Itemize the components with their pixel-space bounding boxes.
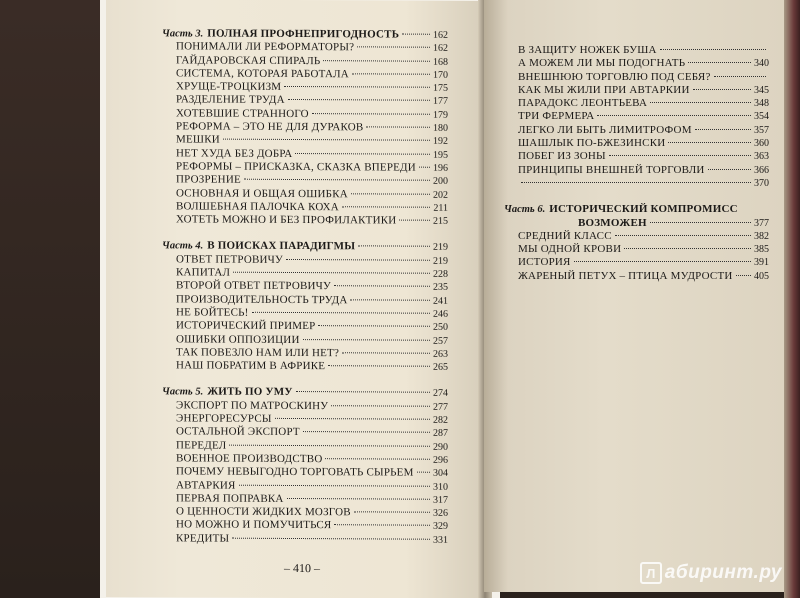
toc-leader-dots bbox=[714, 76, 766, 77]
part-title-cont: ВОЗМОЖЕН bbox=[578, 216, 647, 229]
toc-entry bbox=[504, 97, 769, 110]
toc-entry-title: ПОЧЕМУ НЕВЫГОДНО ТОРГОВАТЬ СЫРЬЕМ bbox=[176, 465, 414, 479]
toc-entry-page: 241 bbox=[433, 295, 448, 307]
toc-entry-page: 282 bbox=[433, 414, 448, 426]
part-title: ИСТОРИЧЕСКИЙ КОМПРОМИСС bbox=[549, 203, 738, 216]
toc-entry bbox=[504, 230, 769, 243]
toc-entry-page: 168 bbox=[433, 56, 448, 68]
toc-leader-dots bbox=[303, 431, 430, 433]
toc-entry-title: В ЗАЩИТУ НОЖЕК БУША bbox=[518, 44, 657, 56]
toc-entry-page: 382 bbox=[754, 230, 769, 242]
toc-leader-dots bbox=[288, 99, 430, 101]
part-heading-cont bbox=[504, 217, 769, 230]
toc-leader-dots bbox=[284, 86, 430, 88]
toc-entry-page: 211 bbox=[433, 202, 448, 214]
toc-leader-dots bbox=[350, 299, 430, 300]
part-title: ЖИТЬ ПО УМУ bbox=[207, 385, 293, 399]
toc-leader-dots bbox=[695, 129, 751, 130]
toc-leader-dots bbox=[357, 47, 430, 48]
toc-leader-dots bbox=[366, 126, 430, 127]
toc-leader-dots bbox=[342, 352, 430, 353]
toc-entry-title: ПАРАДОКС ЛЕОНТЬЕВА bbox=[518, 97, 648, 110]
toc-leader-dots bbox=[312, 113, 430, 115]
toc-entry-page: 391 bbox=[754, 257, 769, 269]
toc-leader-dots bbox=[597, 115, 751, 116]
toc-entry bbox=[504, 243, 769, 256]
toc-entry-page: 175 bbox=[433, 82, 448, 94]
toc-leader-dots bbox=[252, 312, 431, 314]
toc-leader-dots bbox=[229, 444, 430, 446]
toc-entry-page: 200 bbox=[433, 175, 448, 188]
toc-leader-dots bbox=[239, 484, 430, 486]
toc-entry bbox=[504, 256, 769, 269]
part-page: 162 bbox=[433, 29, 448, 41]
toc-entry-title: КАК МЫ ЖИЛИ ПРИ АВТАРКИИ bbox=[518, 83, 690, 96]
toc-entry-title: НО МОЖНО И ПОМУЧИТЬСЯ bbox=[176, 518, 332, 532]
page-number: – 410 – bbox=[284, 560, 320, 576]
toc-leader-dots bbox=[358, 246, 430, 247]
toc-leader-dots bbox=[609, 155, 751, 156]
toc-entry-title: СИСТЕМА, КОТОРАЯ РАБОТАЛА bbox=[176, 67, 349, 81]
toc-entry-title: ЖАРЕНЫЙ ПЕТУХ – ПТИЦА МУДРОСТИ bbox=[518, 269, 733, 282]
toc-leader-dots bbox=[668, 142, 751, 143]
toc-entry-title: НАШ ПОБРАТИМ В АФРИКЕ bbox=[176, 359, 326, 373]
toc-entry bbox=[504, 164, 769, 177]
toc-entry-title: НЕ БОЙТЕСЬ! bbox=[176, 306, 249, 319]
part-page: 377 bbox=[754, 217, 769, 229]
toc-entry-title: ПОНИМАЛИ ЛИ РЕФОРМАТОРЫ? bbox=[176, 40, 355, 54]
toc-leader-dots bbox=[650, 222, 751, 223]
part-label: Часть 6. bbox=[504, 204, 546, 216]
toc-entry-page: 354 bbox=[754, 111, 769, 123]
toc-leader-dots bbox=[354, 511, 430, 512]
toc-entry-title: КАПИТАЛ bbox=[176, 266, 231, 279]
toc-entry-title: ТАК ПОВЕЗЛО НАМ ИЛИ НЕТ? bbox=[176, 346, 340, 360]
toc-leader-dots bbox=[352, 73, 430, 74]
section-gap bbox=[504, 190, 769, 203]
toc-entry-title: ПРИНЦИПЫ ВНЕШНЕЙ ТОРГОВЛИ bbox=[518, 163, 705, 176]
toc-entry-title: ТРИ ФЕРМЕРА bbox=[518, 110, 595, 123]
toc-entry-title: РАЗДЕЛЕНИЕ ТРУДА bbox=[176, 93, 285, 107]
toc-entry bbox=[504, 124, 769, 137]
toc-leader-dots bbox=[342, 206, 430, 207]
toc-entry-page: 348 bbox=[754, 98, 769, 110]
toc-entry-title: ЭКСПОРТ ПО МАТРОСКИНУ bbox=[176, 399, 329, 412]
toc-leader-dots bbox=[303, 339, 430, 341]
toc-entry-title: ЭНЕРГОРЕСУРСЫ bbox=[176, 412, 272, 425]
toc-entry-title: А МОЖЕМ ЛИ МЫ ПОДОГНАТЬ bbox=[518, 57, 686, 70]
toc-leader-dots bbox=[318, 325, 430, 327]
right-table-of-contents bbox=[504, 44, 769, 283]
toc-entry-title: ГАЙДАРОВСКАЯ СПИРАЛЬ bbox=[176, 53, 321, 67]
toc-entry bbox=[504, 71, 769, 84]
toc-entry-page: 170 bbox=[433, 69, 448, 81]
toc-entry-title: ВТОРОЙ ОТВЕТ ПЕТРОВИЧУ bbox=[176, 279, 331, 293]
toc-leader-dots bbox=[287, 498, 430, 500]
toc-entry-title: АВТАРКИЯ bbox=[176, 478, 236, 492]
toc-entry-page: 290 bbox=[433, 441, 448, 453]
toc-leader-dots bbox=[233, 272, 430, 274]
toc-entry-title: ВНЕШНЮЮ ТОРГОВЛЮ ПОД СЕБЯ? bbox=[518, 70, 711, 83]
toc-entry-page: 277 bbox=[433, 401, 448, 413]
toc-entry-title: ОТВЕТ ПЕТРОВИЧУ bbox=[176, 253, 283, 266]
toc-leader-dots bbox=[275, 418, 430, 420]
toc-entry-title: ОШИБКИ ОППОЗИЦИИ bbox=[176, 332, 300, 346]
toc-leader-dots bbox=[736, 275, 751, 276]
toc-entry-page: 192 bbox=[433, 136, 448, 148]
toc-leader-dots bbox=[244, 179, 430, 181]
toc-entry-title: ЛЕГКО ЛИ БЫТЬ ЛИМИТРОФОМ bbox=[518, 123, 692, 136]
toc-entry-title: ПРОИЗВОДИТЕЛЬНОСТЬ ТРУДА bbox=[176, 293, 348, 306]
part-label: Часть 3. bbox=[162, 28, 204, 40]
toc-leader-dots bbox=[334, 286, 430, 288]
book-cover-right-edge bbox=[784, 0, 800, 598]
toc-entry bbox=[504, 84, 769, 97]
toc-entry-title: ВОЕННОЕ ПРОИЗВОДСТВО bbox=[176, 452, 323, 466]
toc-entry-title: ХОТЕВШИЕ СТРАННОГО bbox=[176, 107, 309, 120]
toc-entry-title: РЕФОРМА – ЭТО НЕ ДЛЯ ДУРАКОВ bbox=[176, 120, 364, 134]
toc-leader-dots bbox=[574, 261, 751, 262]
toc-entry bbox=[504, 44, 769, 57]
labirint-watermark bbox=[640, 562, 782, 584]
toc-leader-dots bbox=[419, 167, 430, 168]
toc-entry-page: 329 bbox=[433, 521, 448, 533]
toc-entry-title: ПОБЕГ ИЗ ЗОНЫ bbox=[518, 150, 606, 163]
toc-entry-page: 195 bbox=[433, 149, 448, 161]
toc-entry-page: 357 bbox=[754, 124, 769, 136]
watermark-text: абиринт.ру bbox=[664, 562, 782, 583]
toc-entry-page: 228 bbox=[433, 268, 448, 280]
toc-leader-dots bbox=[223, 139, 430, 141]
toc-leader-dots bbox=[650, 102, 751, 103]
toc-entry-title: ПЕРЕДЕЛ bbox=[176, 438, 227, 452]
toc-entry-title: НЕТ ХУДА БЕЗ ДОБРА bbox=[176, 147, 293, 160]
toc-leader-dots bbox=[417, 472, 430, 473]
toc-entry-title: МЕШКИ bbox=[176, 133, 220, 146]
toc-entry-page: 180 bbox=[433, 122, 448, 134]
toc-entry-page: 257 bbox=[433, 335, 448, 347]
toc-entry-title: ИСТОРИЯ bbox=[518, 256, 571, 269]
toc-entry-page: 287 bbox=[433, 428, 448, 440]
toc-entry bbox=[162, 359, 448, 374]
toc-entry-page: 360 bbox=[754, 138, 769, 150]
toc-entry-page: 250 bbox=[433, 321, 448, 334]
toc-entry-title: СРЕДНИЙ КЛАСС bbox=[518, 229, 612, 242]
part-label: Часть 4. bbox=[162, 240, 204, 252]
toc-leader-dots bbox=[399, 220, 430, 221]
toc-leader-dots bbox=[351, 193, 430, 194]
toc-entry-title: ШАШЛЫК ПО-БЖЕЗИНСКИ bbox=[518, 137, 666, 150]
toc-entry-page: 215 bbox=[433, 215, 448, 227]
toc-entry-page: 219 bbox=[433, 255, 448, 267]
toc-entry-page: 310 bbox=[433, 481, 448, 493]
toc-entry-page: 340 bbox=[754, 58, 769, 70]
toc-entry-title: МЫ ОДНОЙ КРОВИ bbox=[518, 243, 622, 256]
toc-entry-title: КРЕДИТЫ bbox=[176, 532, 230, 545]
part-page: 219 bbox=[433, 242, 448, 254]
toc-entry-page: 326 bbox=[433, 507, 448, 519]
toc-entry-page: 263 bbox=[433, 348, 448, 360]
toc-entry-page: 363 bbox=[754, 151, 769, 163]
toc-entry-title: ХРУЩЕ-ТРОЦКИЗМ bbox=[176, 80, 282, 94]
toc-entry-title: О ЦЕННОСТИ ЖИДКИХ МОЗГОВ bbox=[176, 505, 351, 519]
toc-leader-dots bbox=[688, 62, 751, 63]
right-page bbox=[484, 0, 784, 592]
toc-leader-dots bbox=[323, 60, 430, 62]
toc-entry-title: ХОТЕТЬ МОЖНО И БЕЗ ПРОФИЛАКТИКИ bbox=[176, 213, 397, 227]
toc-entry-page: 366 bbox=[754, 164, 769, 176]
toc-entry bbox=[504, 150, 769, 163]
toc-leader-dots bbox=[615, 235, 751, 236]
toc-entry bbox=[504, 270, 769, 283]
toc-leader-dots bbox=[708, 169, 751, 170]
toc-leader-dots bbox=[286, 259, 430, 261]
toc-entry-title: ОСНОВНАЯ И ОБЩАЯ ОШИБКА bbox=[176, 186, 348, 200]
toc-entry-page: 296 bbox=[433, 454, 448, 466]
toc-leader-dots bbox=[232, 537, 430, 539]
toc-leader-dots bbox=[328, 365, 430, 367]
toc-entry-page: 405 bbox=[754, 270, 769, 282]
toc-entry-page: 162 bbox=[433, 43, 448, 55]
toc-leader-dots bbox=[325, 458, 430, 460]
part-page: 274 bbox=[433, 388, 448, 400]
toc-entry-title: РЕФОРМЫ – ПРИСКАЗКА, СКАЗКА ВПЕРЕДИ bbox=[176, 160, 416, 174]
toc-entry-page: 345 bbox=[754, 84, 769, 96]
toc-leader-dots bbox=[660, 49, 766, 50]
toc-entry-title: ВОЛШЕБНАЯ ПАЛОЧКА КОХА bbox=[176, 200, 339, 214]
toc-entry-title: ОСТАЛЬНОЙ ЭКСПОРТ bbox=[176, 425, 300, 439]
left-page bbox=[106, 0, 480, 598]
toc-entry bbox=[504, 110, 769, 123]
toc-entry-page: 179 bbox=[433, 109, 448, 121]
toc-entry bbox=[504, 137, 769, 150]
toc-entry-page: 331 bbox=[433, 534, 448, 546]
toc-entry-page: 177 bbox=[433, 96, 448, 108]
left-table-of-contents bbox=[162, 27, 448, 546]
toc-leader-dots bbox=[624, 248, 751, 249]
toc-entry-page: 235 bbox=[433, 282, 448, 294]
toc-leader-dots bbox=[331, 405, 430, 407]
toc-entry bbox=[504, 177, 769, 190]
part-title: В ПОИСКАХ ПАРАДИГМЫ bbox=[207, 240, 356, 253]
toc-leader-dots bbox=[296, 391, 430, 393]
toc-leader-dots bbox=[402, 34, 430, 35]
toc-entry-page: 385 bbox=[754, 244, 769, 256]
toc-leader-dots bbox=[295, 153, 430, 155]
toc-entry-page: 196 bbox=[433, 162, 448, 174]
toc-entry-page: 304 bbox=[433, 467, 448, 480]
labirint-logo-icon: Л bbox=[640, 562, 662, 584]
toc-entry-page: 202 bbox=[433, 189, 448, 201]
toc-entry-title: ПРОЗРЕНИЕ bbox=[176, 173, 241, 186]
toc-entry-page: 370 bbox=[754, 177, 769, 189]
toc-leader-dots bbox=[334, 525, 430, 527]
toc-entry-title: ПЕРВАЯ ПОПРАВКА bbox=[176, 492, 284, 505]
toc-entry bbox=[162, 532, 448, 547]
toc-leader-dots bbox=[693, 89, 751, 90]
part-heading bbox=[504, 203, 769, 216]
part-title: ПОЛНАЯ ПРОФНЕПРИГОДНОСТЬ bbox=[207, 27, 400, 41]
toc-entry-title: ИСТОРИЧЕСКИЙ ПРИМЕР bbox=[176, 319, 316, 333]
part-label: Часть 5. bbox=[162, 386, 204, 398]
toc-entry bbox=[504, 57, 769, 70]
toc-entry-page: 246 bbox=[433, 308, 448, 320]
toc-entry-page: 317 bbox=[433, 494, 448, 506]
toc-entry-page: 265 bbox=[433, 361, 448, 373]
toc-entry bbox=[162, 213, 448, 228]
toc-leader-dots bbox=[521, 182, 751, 183]
